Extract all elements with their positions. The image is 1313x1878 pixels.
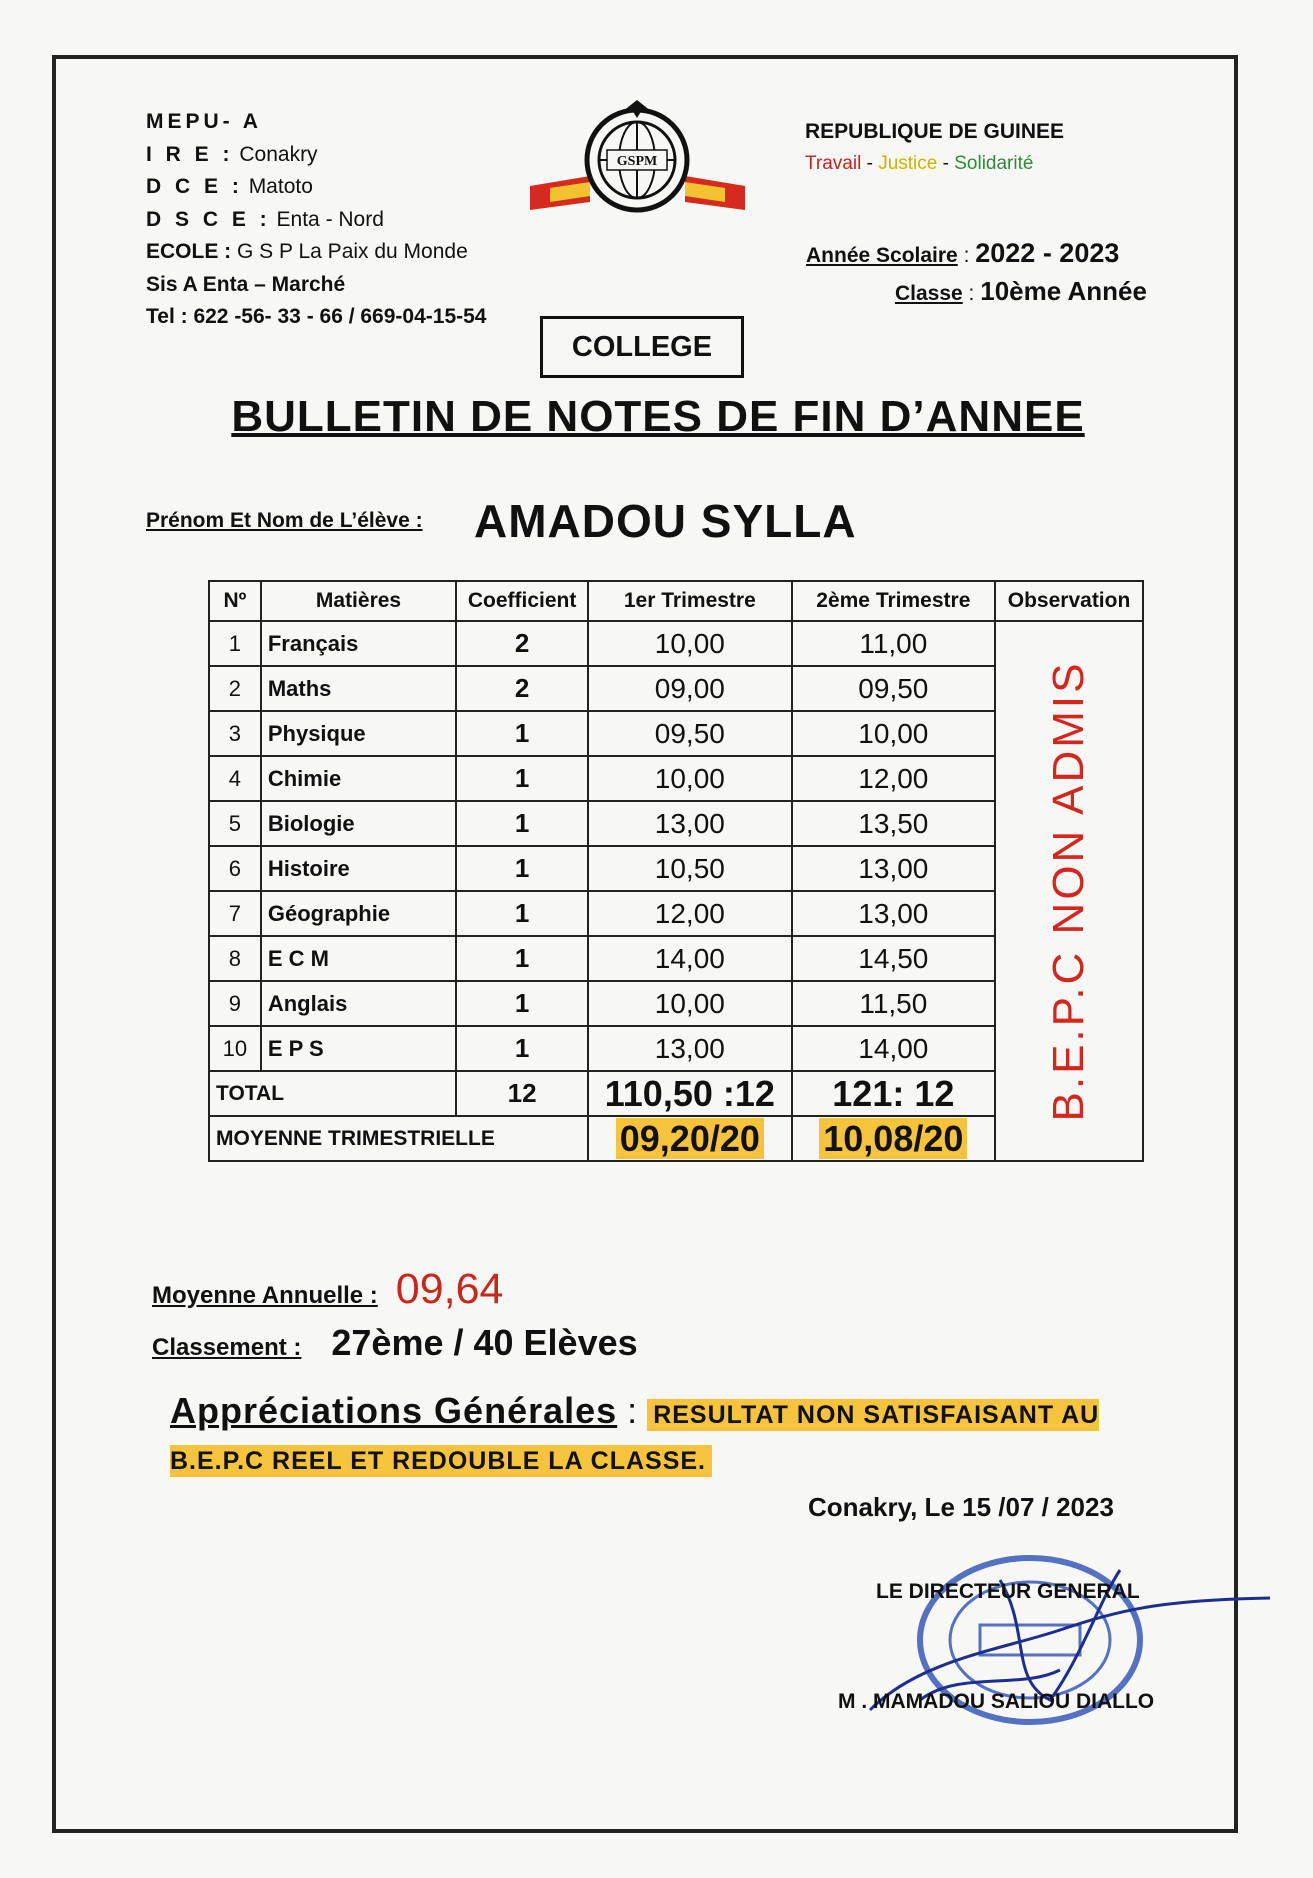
col-subject: Matières bbox=[261, 581, 456, 621]
row-subject: Chimie bbox=[261, 756, 456, 801]
republic-name: REPUBLIQUE DE GUINEE bbox=[805, 120, 1065, 143]
row-subject: Français bbox=[261, 621, 456, 666]
row-trimester-1: 10,50 bbox=[588, 846, 792, 891]
total-label: TOTAL bbox=[209, 1071, 456, 1116]
school-year: Année Scolaire : 2022 - 2023 bbox=[806, 238, 1120, 268]
row-trimester-1: 13,00 bbox=[588, 1026, 792, 1071]
row-trimester-2: 10,00 bbox=[792, 711, 996, 756]
row-number: 10 bbox=[209, 1026, 261, 1071]
row-trimester-1: 09,00 bbox=[588, 666, 792, 711]
row-subject: Histoire bbox=[261, 846, 456, 891]
col-observation: Observation bbox=[995, 581, 1143, 621]
school-logo-icon bbox=[530, 98, 745, 238]
observation-text: B.E.P.C NON ADMIS bbox=[1044, 660, 1094, 1122]
row-number: 3 bbox=[209, 711, 261, 756]
row-coefficient: 1 bbox=[456, 756, 588, 801]
average-trimester-2: 10,08/20 bbox=[819, 1118, 967, 1159]
ministry: MEPU- A bbox=[146, 110, 262, 133]
row-trimester-2: 11,50 bbox=[792, 981, 996, 1026]
ire-label: I R E : bbox=[146, 142, 234, 166]
row-subject: E C M bbox=[261, 936, 456, 981]
row-trimester-2: 13,50 bbox=[792, 801, 996, 846]
general-appreciation: Appréciations Générales : RESULTAT NON SATISFAISANT AU B.E.P.C REEL ET REDOUBLE LA CLASSE. bbox=[170, 1390, 1100, 1475]
row-coefficient: 1 bbox=[456, 891, 588, 936]
row-subject: Géographie bbox=[261, 891, 456, 936]
ire-value: Conakry bbox=[239, 142, 318, 166]
director-title: LE DIRECTEUR GENERAL bbox=[876, 1580, 1140, 1603]
row-trimester-2: 09,50 bbox=[792, 666, 996, 711]
dce-label: D C E : bbox=[146, 175, 243, 198]
row-trimester-2: 13,00 bbox=[792, 846, 996, 891]
row-number: 2 bbox=[209, 666, 261, 711]
row-subject: Maths bbox=[261, 666, 456, 711]
row-number: 1 bbox=[209, 621, 261, 666]
class-level: Classe : 10ème Année bbox=[895, 276, 1147, 306]
total-trimester-1: 110,50 :12 bbox=[588, 1071, 792, 1116]
row-number: 5 bbox=[209, 801, 261, 846]
annual-average-value: 09,64 bbox=[395, 1265, 504, 1313]
document-title: BULLETIN DE NOTES DE FIN D’ANNEE bbox=[231, 392, 1085, 441]
school-phone: Tel : 622 -56- 33 - 66 / 669-04-15-54 bbox=[146, 305, 487, 328]
school-info bbox=[146, 106, 486, 334]
average-label: MOYENNE TRIMESTRIELLE bbox=[209, 1116, 588, 1161]
row-subject: Physique bbox=[261, 711, 456, 756]
dce-value: Matoto bbox=[248, 175, 313, 198]
row-trimester-2: 14,00 bbox=[792, 1026, 996, 1071]
director-name: M . MAMADOU SALIOU DIALLO bbox=[838, 1690, 1155, 1713]
row-trimester-2: 11,00 bbox=[792, 621, 996, 666]
row-trimester-1: 10,00 bbox=[588, 621, 792, 666]
col-trimester-2: 2ème Trimestre bbox=[792, 581, 996, 621]
col-number: Nº bbox=[209, 581, 261, 621]
row-trimester-1: 14,00 bbox=[588, 936, 792, 981]
row-trimester-1: 12,00 bbox=[588, 891, 792, 936]
row-coefficient: 2 bbox=[456, 666, 588, 711]
col-trimester-1: 1er Trimestre bbox=[588, 581, 792, 621]
college-box: COLLEGE bbox=[540, 316, 744, 378]
school-address: Sis A Enta – Marché bbox=[146, 272, 346, 296]
row-number: 9 bbox=[209, 981, 261, 1026]
row-trimester-1: 09,50 bbox=[588, 711, 792, 756]
row-trimester-2: 12,00 bbox=[792, 756, 996, 801]
row-coefficient: 2 bbox=[456, 621, 588, 666]
row-number: 8 bbox=[209, 936, 261, 981]
total-trimester-2: 121: 12 bbox=[792, 1071, 996, 1116]
row-number: 7 bbox=[209, 891, 261, 936]
ranking-value: 27ème / 40 Elèves bbox=[331, 1322, 638, 1363]
row-trimester-2: 13,00 bbox=[792, 891, 996, 936]
ecole-label: ECOLE : bbox=[146, 240, 232, 263]
row-coefficient: 1 bbox=[456, 1026, 588, 1071]
student-name: AMADOU SYLLA bbox=[474, 495, 857, 547]
total-coefficient: 12 bbox=[456, 1071, 588, 1116]
average-trimester-1: 09,20/20 bbox=[616, 1118, 764, 1159]
row-number: 4 bbox=[209, 756, 261, 801]
appreciation-text: RESULTAT NON SATISFAISANT AU B.E.P.C REEL ET REDOUBLE LA CLASSE. bbox=[170, 1401, 1100, 1475]
col-coefficient: Coefficient bbox=[456, 581, 588, 621]
row-trimester-1: 10,00 bbox=[588, 981, 792, 1026]
row-number: 6 bbox=[209, 846, 261, 891]
student-name-label: Prénom Et Nom de L’élève : bbox=[146, 509, 423, 532]
row-coefficient: 1 bbox=[456, 711, 588, 756]
average-trimester-1-cell bbox=[588, 1116, 792, 1161]
ranking: Classement : 27ème / 40 Elèves bbox=[152, 1322, 638, 1363]
dsce-label: D S C E : bbox=[146, 207, 271, 231]
national-motto: Travail - Justice - Solidarité bbox=[805, 153, 1034, 174]
annual-average: Moyenne Annuelle : 09,64 bbox=[152, 1265, 504, 1313]
grades-table bbox=[208, 580, 1144, 1162]
dsce-value: Enta - Nord bbox=[276, 207, 384, 231]
observation-cell bbox=[995, 621, 1143, 1161]
issue-date: Conakry, Le 15 /07 / 2023 bbox=[808, 1492, 1114, 1522]
table-header-row bbox=[209, 581, 1143, 621]
row-coefficient: 1 bbox=[456, 846, 588, 891]
row-trimester-1: 10,00 bbox=[588, 756, 792, 801]
row-coefficient: 1 bbox=[456, 801, 588, 846]
row-trimester-2: 14,50 bbox=[792, 936, 996, 981]
row-coefficient: 1 bbox=[456, 981, 588, 1026]
republic-header bbox=[805, 116, 1064, 180]
ecole-value: G S P La Paix du Monde bbox=[237, 240, 468, 263]
row-subject: E P S bbox=[261, 1026, 456, 1071]
row-subject: Anglais bbox=[261, 981, 456, 1026]
table-row bbox=[209, 621, 1143, 666]
svg-text:GSPM: GSPM bbox=[616, 154, 658, 169]
row-trimester-1: 13,00 bbox=[588, 801, 792, 846]
row-coefficient: 1 bbox=[456, 936, 588, 981]
row-subject: Biologie bbox=[261, 801, 456, 846]
average-trimester-2-cell bbox=[792, 1116, 996, 1161]
